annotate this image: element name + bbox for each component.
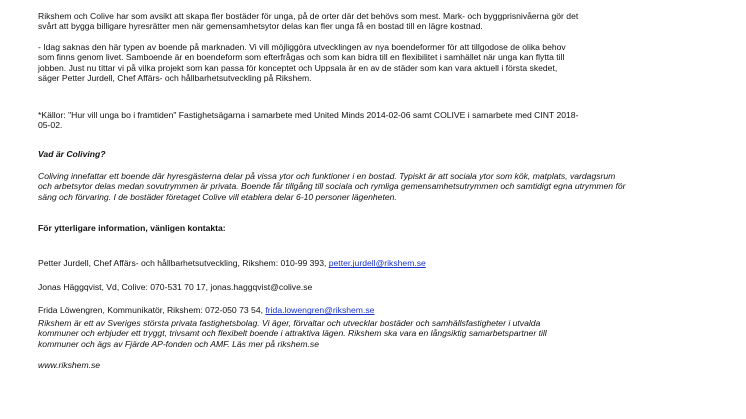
email-link-petter[interactable]: petter.jurdell@rikshem.se (328, 258, 426, 269)
email-link-frida[interactable]: frida.lowengren@rikshem.se (265, 305, 375, 316)
contact-heading: För ytterligare information, vänligen kontakta: (38, 223, 226, 233)
company-website: www.rikshem.se (38, 360, 101, 370)
contact-jonas-haggqvist (38, 272, 710, 293)
coliving-description: Coliving innefattar ett boende där hyresgästerna delar på vissa ytor och funktioner i en bostad. Typiskt är att sociala ytor som kök, matplats, vardagsrum och arbetsytor delas medan sovutrymmen är privata. Boende får tillgång till sociala och rymliga gemensamhetsutrymmen och samtidigt egna utrymmen för säng och förvaring. I de bostäder företaget Colive vill etablera delar 6-10 personer lägenheten. (38, 171, 626, 202)
company-boilerplate: Rikshem är ett av Sveriges största privata fastighetsbolag. Vi äger, förvaltar och utvecklar bostäder och samhällsfastigheter i utvalda kommuner och erbjuder ett tryggt, trivsamt och flexibelt boende i attraktiva lägen. Rikshem ska vara en långsiktig samarbetspartner till kommuner och ägs av Fjärde AP-fonden och AMF. Läs mer på rikshem.se (38, 318, 547, 349)
contact-jonas-text: Jonas Häggqvist, Vd, Colive: 070-531 70 17, jonas.haggqvist@colive.se (38, 282, 313, 293)
contact-frida-lowengren (38, 295, 710, 316)
coliving-heading: Vad är Coliving? (38, 149, 106, 159)
intro-paragraph: Rikshem och Colive har som avsikt att skapa fler bostäder för unga, på de orter där det behövs som mest. Mark- och byggprisnivåerna gör det svårt att bygga billigare hyresrätter men när gemensamhetsytor delas kan fler unga få en bostad till en lägre kostnad. (38, 11, 579, 32)
sources-paragraph: *Källor: "Hur vill unga bo i framtiden" Fastighetsägarna i samarbete med United Minds 2014-02-06 samt COLIVE i samarbete med CINT 2018- 05-02. (38, 110, 579, 131)
contact-petter-jurdell (38, 248, 710, 269)
contact-frida-text: Frida Löwengren, Kommunikatör, Rikshem: 072-050 73 54, (38, 305, 266, 316)
quote-paragraph: - Idag saknas den här typen av boende på marknaden. Vi vill möjliggöra utvecklingen av nya boendeformer för att tillgodose de olika behov som finns genom livet. Samboende är en boendeform som efterfrågas och som kan bidra till en flexibilitet i samhället när unga kan flytta till jobben. Just nu tittar vi på vilka projekt som kan passa för konceptet och Uppsala är en av de städer som kan vara aktuell i första skedet, säger Petter Jurdell, Chef Affärs- och hållbarhetsutveckling på Rikshem. (38, 42, 566, 84)
contact-petter-text: Petter Jurdell, Chef Affärs- och hållbarhetsutveckling, Rikshem: 010-99 393, (38, 258, 329, 269)
